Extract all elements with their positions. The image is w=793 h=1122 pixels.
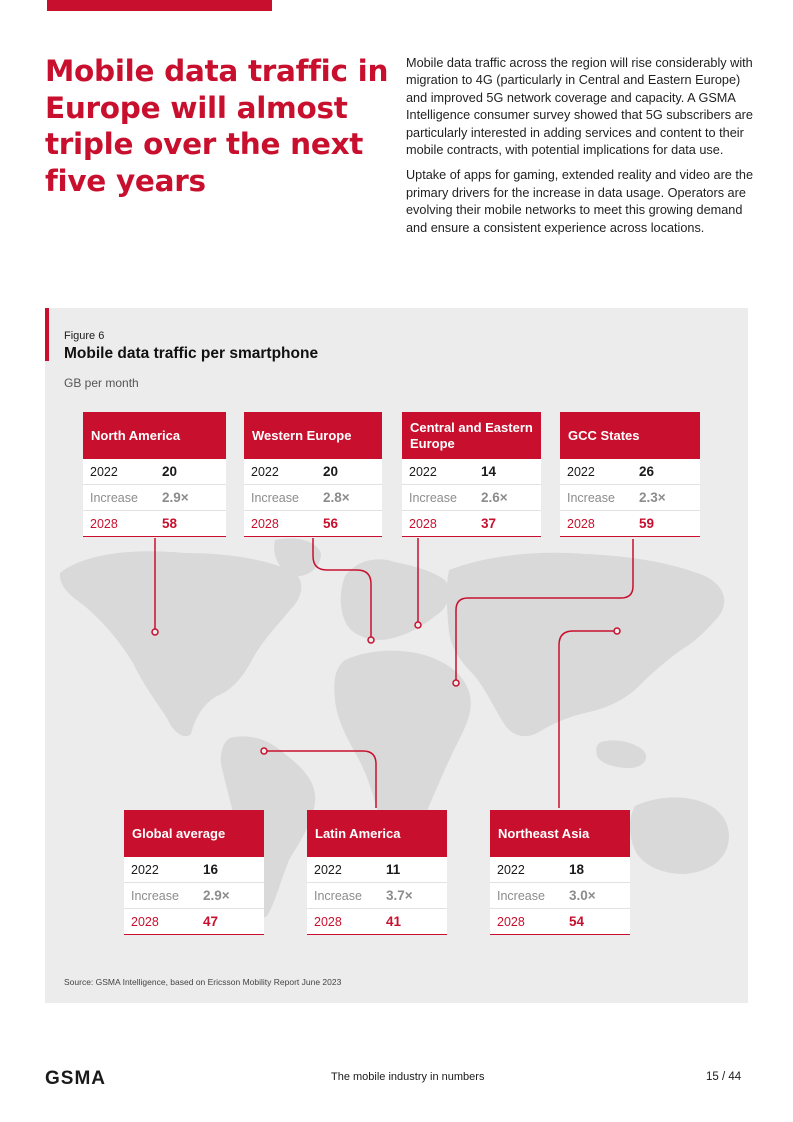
row-label: 2028 bbox=[251, 516, 279, 531]
card-row-increase bbox=[83, 485, 226, 511]
row-label: Increase bbox=[314, 888, 362, 903]
card-title: Global average bbox=[124, 810, 264, 857]
row-label: 2022 bbox=[131, 862, 159, 877]
row-value: 47 bbox=[203, 914, 219, 929]
europe-shape bbox=[341, 559, 449, 640]
dot-north-america bbox=[152, 629, 158, 635]
page-number: 15 / 44 bbox=[706, 1071, 742, 1083]
figure-label: Figure 6 bbox=[64, 330, 105, 342]
row-label: 2028 bbox=[314, 914, 342, 929]
row-label: Increase bbox=[497, 888, 545, 903]
asia-shape bbox=[447, 553, 725, 736]
row-value: 14 bbox=[481, 464, 497, 479]
row-value: 54 bbox=[569, 914, 585, 929]
row-value: 2.9× bbox=[162, 490, 189, 505]
row-value: 2.8× bbox=[323, 490, 350, 505]
north-america-shape bbox=[60, 551, 301, 736]
row-value: 20 bbox=[323, 464, 339, 479]
dot-central-eastern-europe bbox=[415, 622, 421, 628]
card-row-2022 bbox=[124, 857, 264, 883]
row-value: 41 bbox=[386, 914, 402, 929]
row-label: 2022 bbox=[251, 464, 279, 479]
card-row-increase bbox=[560, 485, 700, 511]
card-row-2028 bbox=[83, 511, 226, 537]
row-label: 2028 bbox=[409, 516, 437, 531]
card-title: GCC States bbox=[560, 412, 700, 459]
row-value: 18 bbox=[569, 862, 585, 877]
row-label: 2022 bbox=[497, 862, 525, 877]
card-row-increase bbox=[490, 883, 630, 909]
card-global-average bbox=[124, 810, 264, 935]
card-latin-america bbox=[307, 810, 447, 935]
row-label: 2022 bbox=[314, 862, 342, 877]
row-value: 26 bbox=[639, 464, 655, 479]
intro-paragraph-2: Uptake of apps for gaming, extended reality and video are the primary drivers for the increase in data usage. Operators are evolving their mobile networks to meet this growing demand and ensure a consistent experience across locations. bbox=[406, 168, 754, 235]
row-value: 2.9× bbox=[203, 888, 230, 903]
dot-global-average bbox=[261, 748, 267, 754]
card-row-2022 bbox=[83, 459, 226, 485]
indonesia-shape bbox=[596, 740, 646, 768]
footer-title: The mobile industry in numbers bbox=[331, 1071, 485, 1083]
card-row-2022 bbox=[560, 459, 700, 485]
row-label: Increase bbox=[90, 490, 138, 505]
row-value: 56 bbox=[323, 516, 339, 531]
row-value: 2.3× bbox=[639, 490, 666, 505]
row-label: Increase bbox=[409, 490, 457, 505]
row-label: 2022 bbox=[409, 464, 437, 479]
row-value: 37 bbox=[481, 516, 497, 531]
row-value: 59 bbox=[639, 516, 655, 531]
card-row-2022 bbox=[402, 459, 541, 485]
dot-gcc-states bbox=[453, 680, 459, 686]
card-title: Central and Eastern Europe bbox=[402, 412, 541, 459]
card-row-2022 bbox=[244, 459, 382, 485]
card-row-2028 bbox=[124, 909, 264, 935]
card-row-2028 bbox=[307, 909, 447, 935]
card-title: Latin America bbox=[307, 810, 447, 857]
row-value: 3.0× bbox=[569, 888, 596, 903]
card-row-2022 bbox=[490, 857, 630, 883]
row-label: Increase bbox=[567, 490, 615, 505]
row-label: 2028 bbox=[90, 516, 118, 531]
card-northeast-asia bbox=[490, 810, 630, 935]
card-title: Northeast Asia bbox=[490, 810, 630, 857]
row-label: Increase bbox=[131, 888, 179, 903]
intro-text bbox=[406, 55, 756, 245]
page-headline: Mobile data traffic in Europe will almost triple over the next five years bbox=[45, 54, 389, 198]
row-value: 58 bbox=[162, 516, 178, 531]
card-row-increase bbox=[124, 883, 264, 909]
card-row-2028 bbox=[490, 909, 630, 935]
card-western-europe bbox=[244, 412, 382, 537]
row-label: 2022 bbox=[567, 464, 595, 479]
card-north-america bbox=[83, 412, 226, 537]
card-row-increase bbox=[307, 883, 447, 909]
card-central-eastern-europe bbox=[402, 412, 541, 537]
card-title: Western Europe bbox=[244, 412, 382, 459]
row-value: 16 bbox=[203, 862, 219, 877]
dot-northeast-asia bbox=[614, 628, 620, 634]
dot-western-europe bbox=[368, 637, 374, 643]
row-label: 2028 bbox=[497, 914, 525, 929]
card-row-increase bbox=[402, 485, 541, 511]
row-label: 2028 bbox=[131, 914, 159, 929]
row-label: 2022 bbox=[90, 464, 118, 479]
row-value: 20 bbox=[162, 464, 178, 479]
row-label: Increase bbox=[251, 490, 299, 505]
row-value: 2.6× bbox=[481, 490, 508, 505]
card-title: North America bbox=[83, 412, 226, 459]
figure-unit: GB per month bbox=[64, 376, 139, 390]
card-row-2028 bbox=[560, 511, 700, 537]
card-row-2022 bbox=[307, 857, 447, 883]
figure-source: Source: GSMA Intelligence, based on Ericsson Mobility Report June 2023 bbox=[64, 977, 342, 987]
card-row-increase bbox=[244, 485, 382, 511]
row-value: 3.7× bbox=[386, 888, 413, 903]
card-gcc-states bbox=[560, 412, 700, 537]
intro-paragraph-1: Mobile data traffic across the region will rise considerably with migration to 4G (particularly in Central and Eastern Europe) and improved 5G network coverage and capacity. A GSMA Intelligence consumer survey showed that 5G subscribers are particularly interested in adding services and content to their mobile contracts, with potential implications for data use. bbox=[406, 56, 753, 158]
row-label: 2028 bbox=[567, 516, 595, 531]
card-row-2028 bbox=[402, 511, 541, 537]
figure-title: Mobile data traffic per smartphone bbox=[64, 345, 319, 362]
card-row-2028 bbox=[244, 511, 382, 537]
gsma-logo: GSMA bbox=[45, 1068, 106, 1089]
australia-shape bbox=[630, 797, 729, 874]
top-accent-bar bbox=[47, 0, 272, 11]
row-value: 11 bbox=[386, 862, 401, 877]
